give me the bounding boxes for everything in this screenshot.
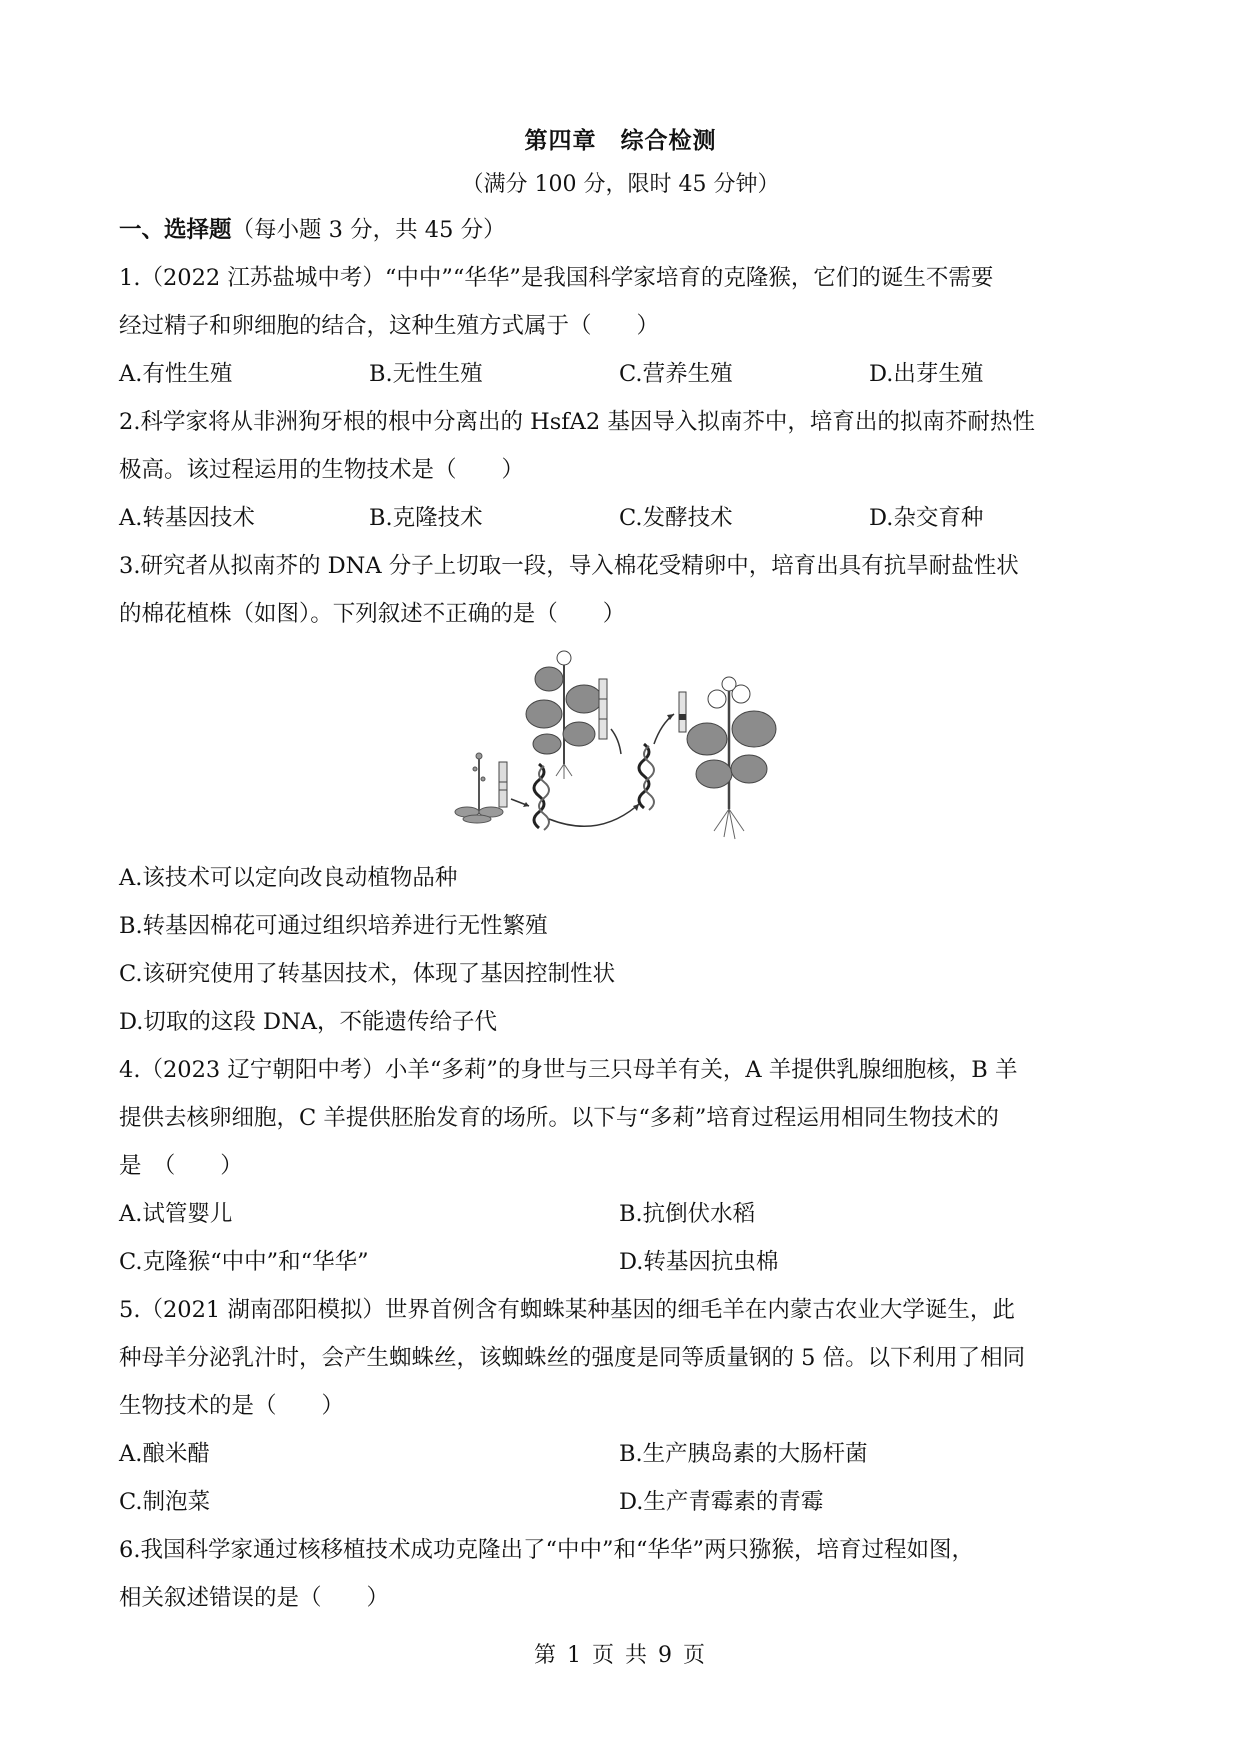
q3-option-b: B.转基因棉花可通过组织培养进行无性繁殖 [119,913,548,939]
dna-strip-icon [499,762,507,807]
q5-option-c: C.制泡菜 [119,1489,211,1515]
q4-options-row-1 [119,1196,1129,1232]
page-footer: 第 1 页 共 9 页 [534,1643,707,1668]
content [119,212,1129,1628]
section-label: 一、选择题 [119,217,232,243]
page-subtitle: （满分 100 分，限时 45 分钟） [461,172,780,197]
section-note: （每小题 3 分，共 45 分） [231,217,506,243]
figure-illustration [449,644,789,844]
q1-option-a: A.有性生殖 [119,361,233,387]
q2-option-c: C.发酵技术 [619,505,733,531]
q4-line-1: 4.（2023 辽宁朝阳中考）小羊“多莉”的身世与三只母羊有关，A 羊提供乳腺细胞核，B 羊 [119,1057,1018,1083]
page-title: 第四章 综合检测 [524,127,717,154]
q1-option-b: B.无性生殖 [369,361,483,387]
q1-line-1: 1.（2022 江苏盐城中考）“中中”“华华”是我国科学家培育的克隆猴，它们的诞生不需要 [119,265,994,291]
q4-option-d: D.转基因抗虫棉 [619,1249,779,1275]
q5-line-1: 5.（2021 湖南邵阳模拟）世界首例含有蜘蛛某种基因的细毛羊在内蒙古农业大学诞生，此 [119,1297,1015,1323]
q2-line-1: 2.科学家将从非洲狗牙根的根中分离出的 HsfA2 基因导入拟南芥中，培育出的拟南芥耐热性 [119,409,1035,435]
q1-option-d: D.出芽生殖 [869,361,984,387]
transgenic-cotton-plant-icon [687,677,776,839]
q5-option-b: B.生产胰岛素的大肠杆菌 [619,1441,868,1467]
q6-line-2: 相关叙述错误的是（ ） [119,1585,390,1611]
q4-option-b: B.抗倒伏水稻 [619,1201,756,1227]
q1-line-2: 经过精子和卵细胞的结合，这种生殖方式属于（ ） [119,313,660,339]
q3-line-1: 3.研究者从拟南芥的 DNA 分子上切取一段，导入棉花受精卵中，培育出具有抗旱耐盐性状 [119,553,1019,579]
cotton-plant-icon [526,651,602,779]
q4-line-3: 是 （ ） [119,1153,243,1179]
q3-option-a: A.该技术可以定向改良动植物品种 [119,865,458,891]
q2-option-a: A.转基因技术 [119,505,255,531]
q4-line-2: 提供去核卵细胞，C 羊提供胚胎发育的场所。以下与“多莉”培育过程运用相同生物技术的 [119,1105,999,1131]
q5-line-3: 生物技术的是（ ） [119,1393,345,1419]
q2-option-d: D.杂交育种 [869,505,984,531]
q5-option-a: A.酿米醋 [119,1441,210,1467]
transgenic-cotton-figure [119,644,1129,844]
q3-line-2: 的棉花植株（如图）。下列叙述不正确的是（ ） [119,601,626,627]
q1-options [119,356,1129,392]
q3-option-c: C.该研究使用了转基因技术，体现了基因控制性状 [119,961,616,987]
q4-option-c: C.克隆猴“中中”和“华华” [119,1249,369,1275]
q4-option-a: A.试管婴儿 [119,1201,233,1227]
q2-options [119,500,1129,536]
q5-options-row-2 [119,1484,1129,1520]
arabidopsis-plant-icon [455,753,503,823]
q1-option-c: C.营养生殖 [619,361,733,387]
q5-option-d: D.生产青霉素的青霉 [619,1489,824,1515]
q6-line-1: 6.我国科学家通过核移植技术成功克隆出了“中中”和“华华”两只猕猴，培育过程如图， [119,1537,974,1563]
q4-options-row-2 [119,1244,1129,1280]
q2-option-b: B.克隆技术 [369,505,483,531]
q5-line-2: 种母羊分泌乳汁时，会产生蜘蛛丝，该蜘蛛丝的强度是同等质量钢的 5 倍。以下利用了相同 [119,1345,1026,1371]
q3-option-d: D.切取的这段 DNA，不能遗传给子代 [119,1009,498,1035]
q2-line-2: 极高。该过程运用的生物技术是（ ） [119,457,525,483]
q5-options-row-1 [119,1436,1129,1472]
section-heading [119,212,1129,248]
